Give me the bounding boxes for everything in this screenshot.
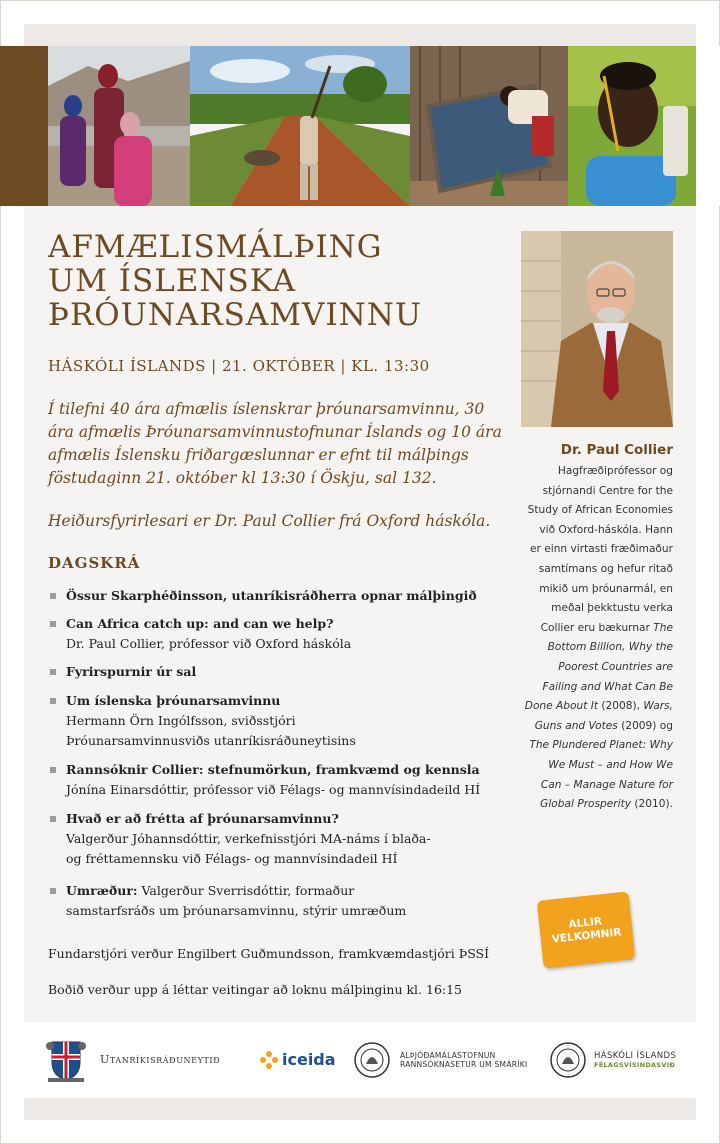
speaker-bio-line: við Oxford-háskóla. Hann (539, 523, 673, 536)
agenda-item (48, 662, 508, 682)
speaker-bio-line (510, 697, 673, 717)
speaker-name: Dr. Paul Collier (560, 442, 673, 458)
bullet-icon (50, 767, 56, 773)
agenda-item-label: Umræður: (66, 883, 138, 898)
agenda-item (48, 881, 508, 921)
event-title-line-1: AFMÆLISMÁLÞING (48, 229, 383, 265)
photo-blackboard (410, 46, 568, 206)
agenda-item-title: Can Africa catch up: and can we help? (66, 616, 334, 631)
book-title: Poorest Countries are (558, 660, 673, 673)
iceida-name: iceida (282, 1050, 336, 1069)
book-title: Global Prosperity (540, 798, 632, 811)
speaker-bio-line: meðal þekktustu verka (551, 602, 673, 615)
speaker-bio-line: er einn virtasti fræðimaður (530, 543, 673, 556)
speaker-bio-line (510, 658, 673, 678)
book-title: We Must – and How We (548, 758, 673, 771)
institute-logo (354, 1042, 528, 1078)
brown-accent-band (0, 46, 48, 206)
institute-name-line-1: ALÞJÓÐAMÁLASTOFNUN (400, 1051, 496, 1060)
sponsor-logos-bar (24, 1022, 696, 1098)
agenda-item-speaker-cont: Þróunarsamvinnusviðs utanríkisráðuneytisins (66, 733, 356, 748)
sun-flower-icon (260, 1051, 278, 1069)
event-title-line-2: UM ÍSLENSKA (48, 263, 297, 299)
photo-strip-right-margin (696, 46, 720, 206)
agenda-item-speaker: Dr. Paul Collier, prófessor við Oxford háskóla (66, 636, 352, 651)
agenda-item-title: Um íslenska þróunarsamvinnu (66, 693, 281, 708)
speaker-bio-line (510, 795, 673, 815)
honor-lecturer-line: Heiðursfyrirlesari er Dr. Paul Collier frá Oxford háskóla. (48, 512, 491, 530)
agenda-item-title: Össur Skarphéðinsson, utanríkisráðherra opnar málþingið (66, 588, 477, 603)
agenda-item-speaker: Hermann Örn Ingólfsson, sviðsstjóri (66, 713, 296, 728)
book-title: The (653, 621, 673, 634)
agenda-item-speaker: Jónína Einarsdóttir, prófessor við Félags- og mannvísindadeild HÍ (66, 782, 481, 797)
agenda-item-title: Hvað er að frétta af þróunarsamvinnu? (66, 811, 339, 826)
welcome-badge (537, 891, 636, 968)
speaker-portrait (521, 231, 673, 427)
agenda-item (48, 760, 508, 800)
book-title: Guns and Votes (534, 719, 618, 732)
agenda-item-title: Fyrirspurnir úr sal (66, 664, 197, 679)
agenda-item (48, 691, 508, 751)
photo-children (48, 46, 190, 206)
speaker-bio-line (510, 756, 673, 776)
book-title: Done About It (524, 700, 599, 713)
photo-road-worker (190, 46, 410, 206)
book-title: Failing and What Can Be (542, 680, 673, 693)
speaker-bio-line (510, 717, 673, 737)
bullet-icon (50, 621, 56, 627)
speaker-bio-line (510, 736, 673, 756)
intro-paragraph: Í tilefni 40 ára afmælis íslenskrar þróunarsamvinnu, 30 ára afmælis Þróunarsamvinnustofnunar Íslands og 10 ára afmælis Íslensku friðargæslunnar er efnt til málþings föstudaginn 21. október kl 13:30 í Öskju, sal 132. (48, 400, 502, 487)
photo-smiling-child (568, 46, 696, 206)
event-subtitle: HÁSKÓLI ÍSLANDS | 21. OKTÓBER | KL. 13:30 (48, 357, 430, 375)
bullet-icon (50, 816, 56, 822)
welcome-badge-line-1: ALLIR (567, 915, 603, 931)
ministry-name: Utanríkisráðuneytið (100, 1052, 221, 1066)
bullet-icon (50, 888, 56, 894)
agenda-item-title (66, 881, 508, 901)
book-title: Can – Manage Nature for (540, 778, 673, 791)
agenda-item-speaker-cont: og fréttamennsku við Félags- og mannvísindadeil HÍ (66, 851, 398, 866)
bullet-icon (50, 698, 56, 704)
agenda-heading: DAGSKRÁ (48, 554, 141, 572)
university-seal-icon (550, 1042, 586, 1078)
speaker-bio-text: (2008), (598, 700, 644, 713)
speaker-bio-line: Hagfræðiprófessor og (557, 465, 673, 477)
university-name (594, 1051, 676, 1069)
bullet-icon (50, 593, 56, 599)
book-title: Bottom Billion, Why the (547, 641, 673, 654)
university-name-line-1: HÁSKÓLI ÍSLANDS (594, 1051, 677, 1061)
agenda-item (48, 809, 508, 869)
speaker-bio-text: Collier eru bækurnar (540, 621, 650, 634)
speaker-bio-text: (2010). (631, 798, 673, 811)
coat-of-arms-icon (46, 1036, 86, 1082)
bullet-icon (50, 669, 56, 675)
speaker-bio-line: stjórnandi Centre for the (542, 484, 673, 497)
university-name-line-2: FÉLAGSVÍSINDASVIÐ (594, 1061, 676, 1069)
agenda-item-speaker: samstarfsráðs um þróunarsamvinnu, stýrir umræðum (66, 903, 407, 918)
refreshments-line: Boðið verður upp á léttar veitingar að loknu málþinginu kl. 16:15 (48, 982, 463, 997)
speaker-bio-text: (2009) og (617, 719, 673, 732)
iceida-logo (260, 1050, 336, 1069)
agenda-item (48, 614, 508, 654)
speaker-bio-line (510, 638, 673, 658)
speaker-bio (510, 462, 673, 815)
welcome-badge-line-2: VELKOMNIR (551, 926, 622, 946)
agenda-item (48, 586, 508, 606)
book-title: The Plundered Planet: Why (529, 739, 673, 752)
speaker-bio-line (510, 776, 673, 796)
institute-name (400, 1051, 528, 1069)
agenda-item-title: Rannsóknir Collier: stefnumörkun, framkvæmd og kennsla (66, 762, 480, 777)
agenda-list (48, 586, 508, 921)
chair-line: Fundarstjóri verður Engilbert Guðmundsson, framkvæmdastjóri ÞSSÍ (48, 946, 490, 961)
agenda-item-moderator: Valgerður Sverrisdóttir, formaður (137, 883, 355, 898)
university-logo (550, 1042, 676, 1078)
speaker-bio-line (510, 678, 673, 698)
agenda-item-speaker: Valgerður Jóhannsdóttir, verkefnisstjóri MA-náms í blaða- (66, 831, 431, 846)
speaker-bio-line: mikið um þróunarmál, en (539, 582, 673, 595)
university-seal-icon (354, 1042, 390, 1078)
speaker-bio-line: samtímans og hefur ritað (538, 562, 673, 575)
institute-name-line-2: RANNSÓKNASETUR UM SMÁRÍKI (400, 1060, 528, 1069)
speaker-bio-line (510, 619, 673, 639)
ministry-logo (46, 1036, 220, 1082)
event-title (48, 230, 508, 332)
book-title: Wars, (643, 700, 673, 713)
speaker-bio-line: Study of African Economies (527, 504, 673, 517)
event-title-line-3: ÞRÓUNARSAMVINNU (48, 297, 423, 333)
